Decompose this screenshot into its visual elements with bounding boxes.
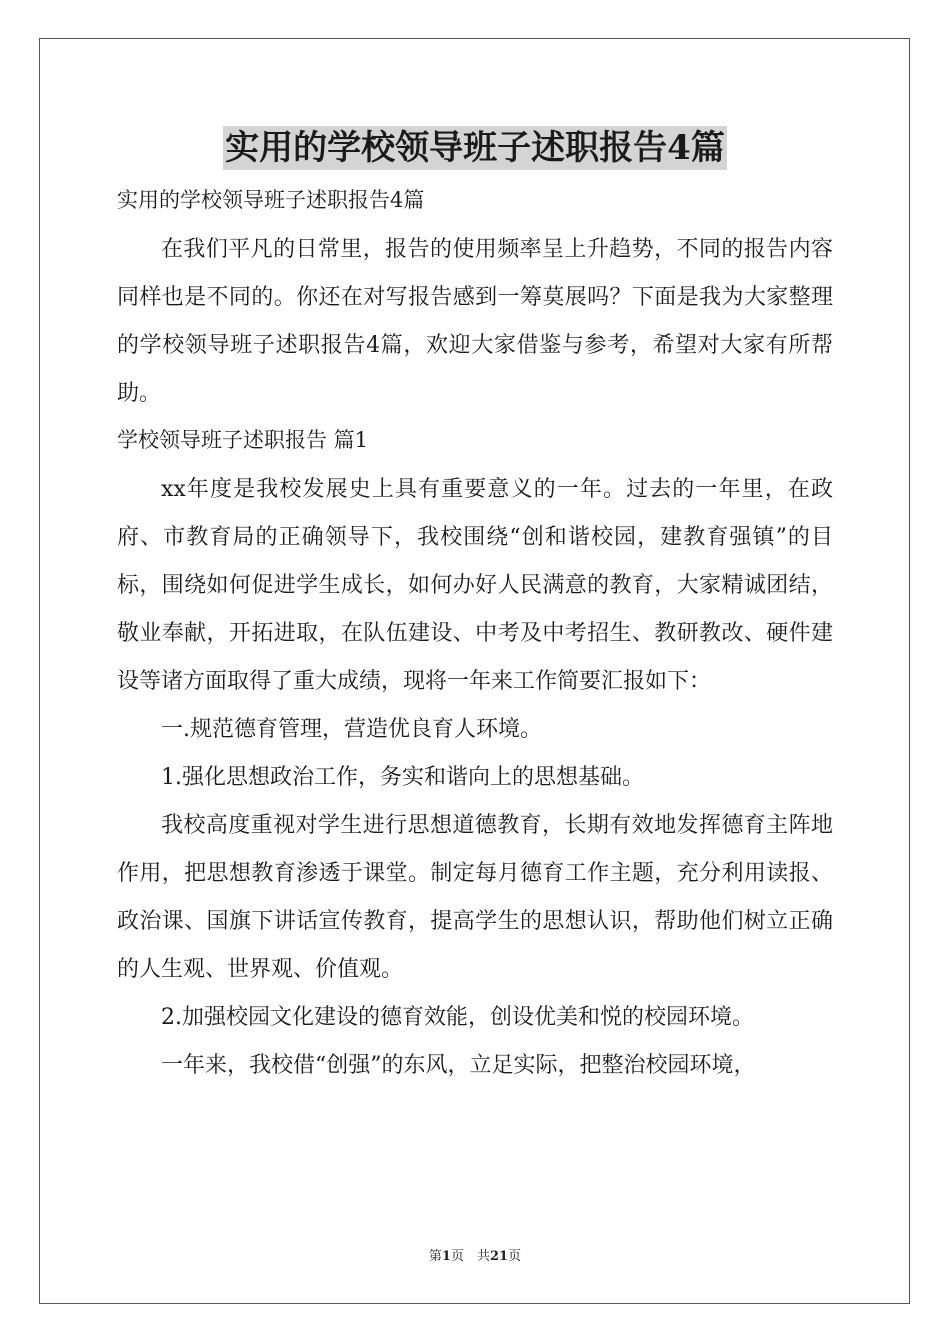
- section-heading: 学校领导班子述职报告 篇1: [117, 428, 369, 452]
- body-paragraph: 一年来，我校借“创强”的东风，立足实际，把整治校园环境，: [161, 1053, 756, 1078]
- document-body: [117, 180, 833, 1090]
- footer-current-page: 1: [441, 1249, 451, 1264]
- footer-suffix: 页: [508, 1249, 522, 1264]
- page-footer: [0, 1245, 950, 1264]
- body-paragraph: 我校高度重视对学生进行思想道德教育，长期有效地发挥德育主阵地作用，把思想教育渗透于课堂。制定每月德育工作主题，充分利用读报、政治课、国旗下讲话宣传教育，提高学生的思想认识，帮助他们树立正确的人生观、世界观、价值观。: [117, 813, 833, 982]
- footer-prefix: 第: [428, 1249, 442, 1264]
- body-paragraph: xx年度是我校发展史上具有重要意义的一年。过去的一年里，在政府、市教育局的正确领导下，我校围绕“创和谐校园，建教育强镇”的目标，围绕如何促进学生成长，如何办好人民满意的教育，大家精诚团结，敬业奉献，开拓进取，在队伍建设、中考及中考招生、教研教改、硬件建设等诸方面取得了重大成绩，现将一年来工作简要汇报如下：: [117, 477, 833, 694]
- document-subtitle: 实用的学校领导班子述职报告4篇: [117, 188, 425, 212]
- body-paragraph: 一.规范德育管理，营造优良育人环境。: [161, 717, 542, 742]
- body-paragraph: 2.加强校园文化建设的德育效能，创设优美和悦的校园环境。: [161, 1005, 754, 1030]
- document-title: 实用的学校领导班子述职报告4篇: [225, 128, 725, 168]
- footer-total-pages: 21: [489, 1249, 509, 1264]
- body-paragraph: 1.强化思想政治工作，务实和谐向上的思想基础。: [161, 765, 644, 790]
- title-container: [0, 126, 950, 170]
- footer-mid: 页 共: [450, 1249, 490, 1264]
- intro-paragraph: 在我们平凡的日常里，报告的使用频率呈上升趋势，不同的报告内容同样也是不同的。你还在对写报告感到一筹莫展吗？下面是我为大家整理的学校领导班子述职报告4篇，欢迎大家借鉴与参考，希望对大家有所帮助。: [117, 237, 833, 406]
